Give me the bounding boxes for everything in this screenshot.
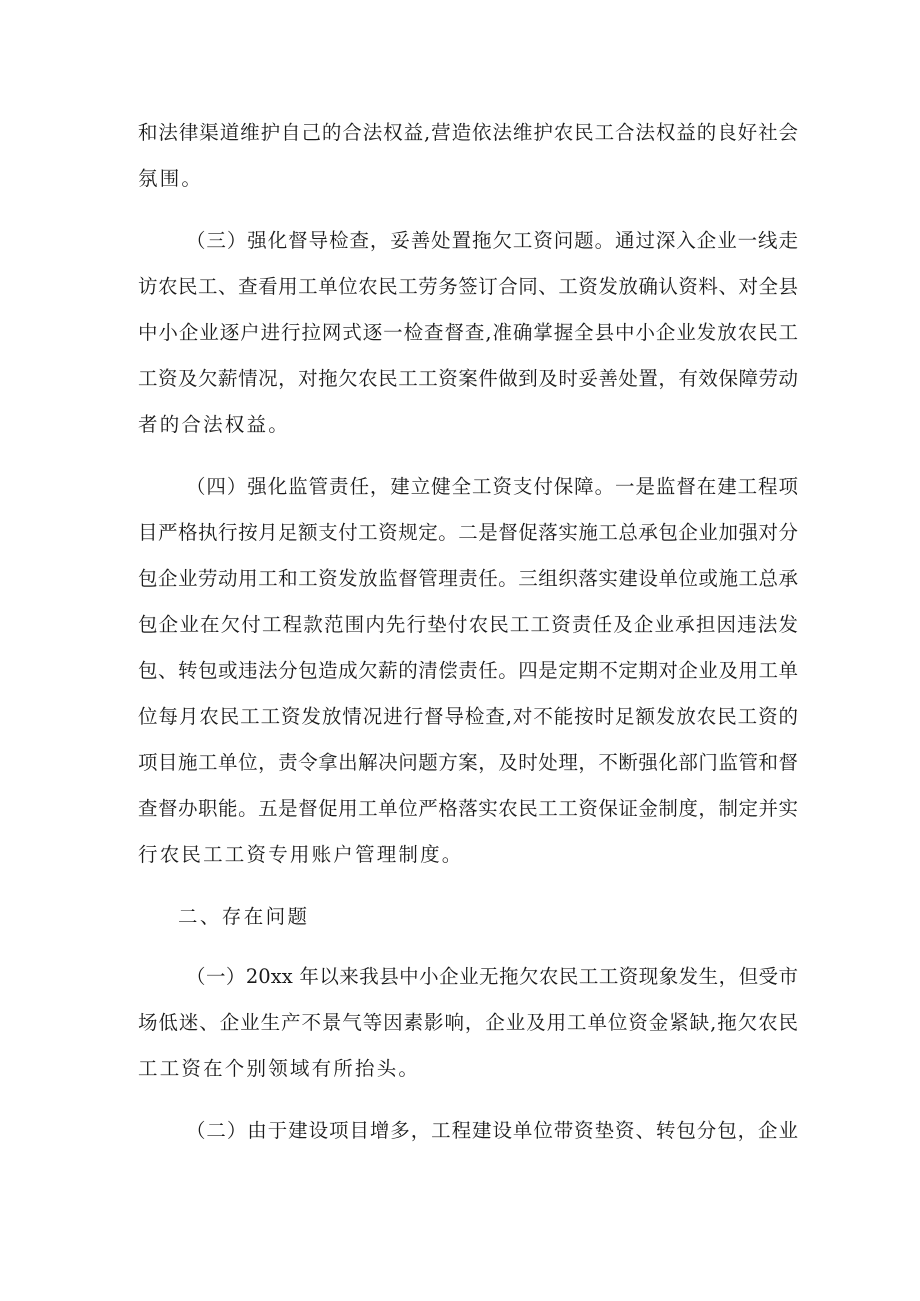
paragraph-1-line-1: 和法律渠道维护自己的合法权益,营造依法维护农民工合法权益的良好社会 (138, 121, 798, 144)
paragraph-1-line-2: 氛围。 (138, 167, 204, 190)
paragraph-3-line-6: 位每月农民工工资发放情况进行督导检查,对不能按时足额发放农民工资的 (138, 705, 798, 728)
paragraph-4-line-2: 场低迷、企业生产不景气等因素影响，企业及用工单位资金紧缺,拖欠农民 (138, 1011, 798, 1034)
paragraph-3-line-2: 目严格执行按月足额支付工资规定。二是督促落实施工总承包企业加强对分 (138, 521, 798, 544)
paragraph-3-line-5: 包、转包或违法分包造成欠薪的清偿责任。四是定期不定期对企业及用工单 (138, 659, 798, 682)
paragraph-3-line-9: 行农民工工资专用账户管理制度。 (138, 843, 464, 866)
section-heading: 二、存在问题 (178, 905, 310, 928)
paragraph-2-line-3: 中小企业逐户进行拉网式逐一检查督查,准确掌握全县中小企业发放农民工 (138, 321, 798, 344)
paragraph-3-line-3: 包企业劳动用工和工资发放监督管理责任。三组织落实建设单位或施工总承 (138, 567, 798, 590)
paragraph-2-line-1: （三）强化督导检查，妥善处置拖欠工资问题。通过深入企业一线走 (186, 229, 798, 252)
paragraph-2-line-2: 访农民工、查看用工单位农民工劳务签订合同、工资发放确认资料、对全县 (138, 275, 798, 298)
paragraph-3-line-7: 项目施工单位，责令拿出解决问题方案，及时处理，不断强化部门监管和督 (138, 751, 798, 774)
paragraph-5-line-1: （二）由于建设项目增多，工程建设单位带资垫资、转包分包，企业 (186, 1119, 798, 1142)
paragraph-3-line-4: 包企业在欠付工程款范围内先行垫付农民工工资责任及企业承担因违法发 (138, 613, 798, 636)
paragraph-4-line-3: 工工资在个别领域有所抬头。 (138, 1057, 421, 1080)
paragraph-3-line-1: （四）强化监管责任，建立健全工资支付保障。一是监督在建工程项 (186, 475, 798, 498)
paragraph-3-line-8: 查督办职能。五是督促用工单位严格落实农民工工资保证金制度，制定并实 (138, 797, 798, 820)
paragraph-4-line-1: （一）20xx 年以来我县中小企业无拖欠农民工工资现象发生，但受市 (186, 965, 798, 988)
paragraph-2-line-4: 工资及欠薪情况，对拖欠农民工工资案件做到及时妥善处置，有效保障劳动 (138, 367, 798, 390)
paragraph-2-line-5: 者的合法权益。 (138, 413, 290, 436)
